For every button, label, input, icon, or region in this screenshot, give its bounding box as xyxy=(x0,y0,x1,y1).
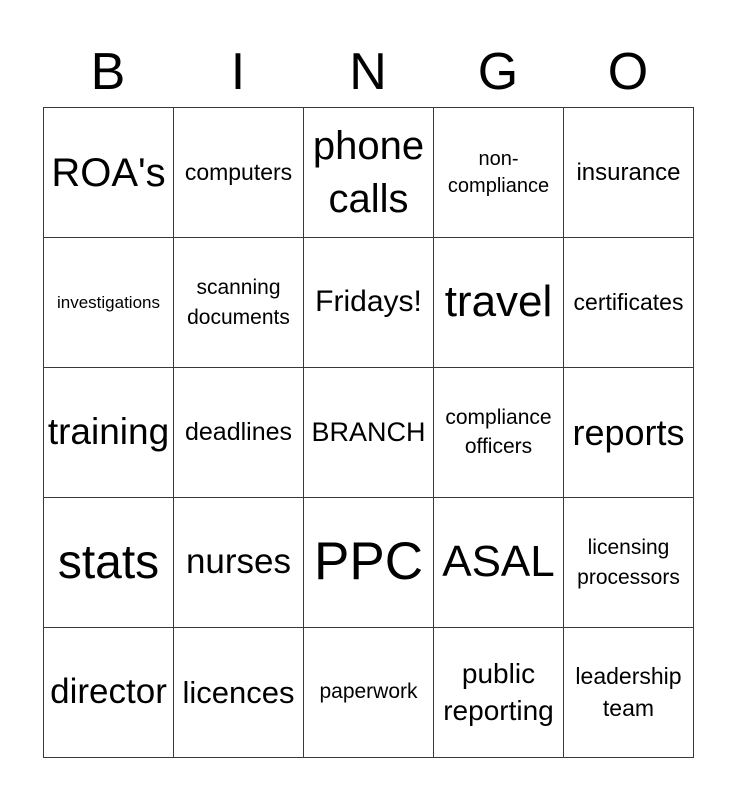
bingo-cell[interactable] xyxy=(304,498,434,628)
bingo-cell[interactable] xyxy=(174,108,304,238)
bingo-cell-label: licences xyxy=(182,674,295,710)
header-letter-i: I xyxy=(230,43,246,101)
bingo-cell-label: PPC xyxy=(314,532,423,592)
header-letter-o: O xyxy=(607,43,649,101)
bingo-cell[interactable] xyxy=(174,498,304,628)
bingo-header xyxy=(43,38,693,106)
bingo-cell-label: licensing processors xyxy=(577,536,680,589)
bingo-cell-label: investigations xyxy=(56,292,160,312)
bingo-cell-label: travel xyxy=(444,277,553,327)
bingo-cell[interactable] xyxy=(44,498,174,628)
bingo-cell[interactable] xyxy=(174,368,304,498)
bingo-cell-label: leadership team xyxy=(575,663,682,721)
bingo-cell-label: phone calls xyxy=(312,123,425,221)
bingo-cell[interactable] xyxy=(434,628,564,758)
bingo-board xyxy=(43,107,694,758)
bingo-cell-label: insurance xyxy=(576,158,681,186)
bingo-cell[interactable] xyxy=(564,498,694,628)
bingo-cell[interactable] xyxy=(434,498,564,628)
bingo-cell-label: paperwork xyxy=(319,680,418,704)
bingo-cell-label: stats xyxy=(57,535,160,589)
bingo-cell-label: training xyxy=(47,411,170,453)
bingo-cell-label: BRANCH xyxy=(311,416,426,447)
bingo-cell-label: deadlines xyxy=(184,418,293,447)
bingo-cell[interactable] xyxy=(564,368,694,498)
bingo-cell-label: compliance officers xyxy=(445,406,552,458)
bingo-cell[interactable] xyxy=(434,108,564,238)
bingo-cell[interactable] xyxy=(174,238,304,368)
bingo-cell-label: nurses xyxy=(185,542,292,582)
bingo-cell-label: non- compliance xyxy=(447,147,550,197)
bingo-cell-label: director xyxy=(50,672,167,712)
header-letter-n: N xyxy=(349,43,387,101)
bingo-cell[interactable] xyxy=(44,108,174,238)
bingo-cell[interactable] xyxy=(304,368,434,498)
bingo-cell-label: scanning documents xyxy=(187,276,290,329)
bingo-cell[interactable] xyxy=(434,368,564,498)
bingo-cell-label: computers xyxy=(184,159,293,186)
bingo-cell-label: reports xyxy=(572,411,685,453)
bingo-cell[interactable] xyxy=(564,238,694,368)
header-letter-g: G xyxy=(477,43,519,101)
bingo-cell[interactable] xyxy=(174,628,304,758)
bingo-cell[interactable] xyxy=(304,108,434,238)
bingo-cell[interactable] xyxy=(304,238,434,368)
bingo-cell[interactable] xyxy=(564,628,694,758)
bingo-cell[interactable] xyxy=(44,368,174,498)
header-letter-b: B xyxy=(90,43,126,101)
bingo-cell-label: ASAL xyxy=(442,537,555,587)
bingo-cell[interactable] xyxy=(434,238,564,368)
bingo-cell-label: certificates xyxy=(573,289,684,316)
bingo-cell[interactable] xyxy=(304,628,434,758)
bingo-cell-label: ROA's xyxy=(51,150,166,195)
bingo-cell-label: Fridays! xyxy=(315,285,422,319)
bingo-cell-label: public reporting xyxy=(443,658,554,726)
bingo-cell[interactable] xyxy=(44,238,174,368)
bingo-cell[interactable] xyxy=(564,108,694,238)
bingo-cell[interactable] xyxy=(44,628,174,758)
